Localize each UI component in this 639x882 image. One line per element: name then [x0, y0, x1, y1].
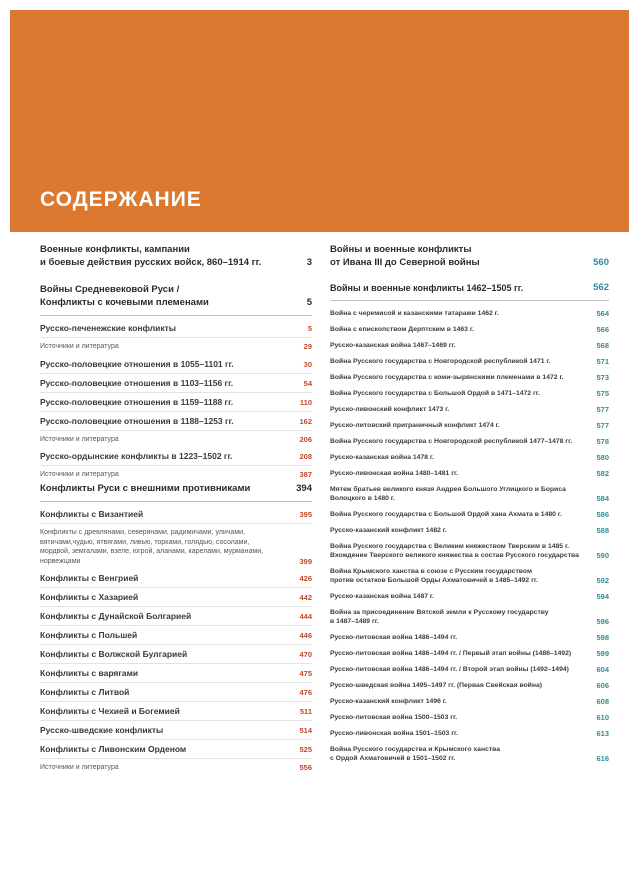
toc-entry-page-number: 162: [299, 416, 312, 426]
toc-entry-line: Источники и литература: [40, 435, 119, 443]
toc-entry-line: Русско-литовская война 1486–1494 гг.: [330, 633, 458, 641]
toc-entry-line: Волоцкого в 1480 г.: [330, 494, 395, 502]
toc-entry: [330, 305, 609, 321]
toc-entry-page-number: 556: [299, 763, 312, 772]
toc-entry: [330, 369, 609, 385]
toc-entry-line: Война Крымского ханства в союзе с Русским государством: [330, 567, 532, 575]
toc-entry: [330, 282, 609, 301]
toc-entry-page-number: 578: [596, 436, 609, 446]
toc-entry: [330, 449, 609, 465]
toc-entry-title: [330, 526, 586, 535]
toc-entry-title: [330, 567, 586, 585]
toc-entry: [40, 569, 312, 588]
toc-entry-page-number: 577: [596, 420, 609, 430]
toc-entry-title: [40, 470, 289, 480]
toc-entry-page-number: 592: [596, 575, 609, 585]
toc-entry-title: [330, 713, 586, 722]
toc-entry-title: [330, 665, 586, 674]
toc-entry: [40, 355, 312, 374]
toc-entry-line: Конфликты с Волжской Булгарией: [40, 649, 188, 659]
toc-entry: [330, 401, 609, 417]
toc-entry-title: [40, 687, 289, 698]
toc-entry-line: Война Русского государства и Крымского ханства: [330, 745, 501, 753]
toc-entry: [40, 244, 312, 269]
toc-entry-page-number: 564: [596, 308, 609, 318]
toc-entry-title: [330, 649, 586, 658]
toc-entry: [330, 645, 609, 661]
toc-entry-line: Конфликты с Венгрией: [40, 573, 139, 583]
toc-entry-title: [330, 510, 586, 519]
toc-entry-title: [40, 725, 289, 736]
toc-entry: [330, 563, 609, 588]
toc-entry: [40, 626, 312, 645]
toc-entry-title: [40, 706, 290, 717]
toc-entry-line: Русско-половецкие отношения в 1159–1188 гг.: [40, 396, 234, 407]
toc-entry-title: [330, 592, 586, 601]
toc-entry: [330, 677, 609, 693]
toc-entry-title: [40, 528, 289, 566]
toc-entry-title: [40, 359, 294, 370]
toc-entry-line: Русско-казанский конфликт 1482 г.: [330, 526, 447, 534]
toc-entry-title: [40, 323, 298, 334]
toc-entry: [40, 683, 312, 702]
toc-entry-page-number: 387: [299, 470, 312, 479]
toc-entry-page-number: 470: [299, 650, 312, 659]
toc-entry-page-number: 560: [593, 256, 609, 268]
toc-entry-page-number: 613: [596, 728, 609, 738]
toc-entry: [40, 466, 312, 483]
toc-entry-line: Русско-половецкие отношения в 1188–1253 гг.: [40, 415, 234, 426]
toc-entry: [40, 664, 312, 683]
toc-entry-page-number: 596: [596, 616, 609, 626]
toc-entry-title: [330, 325, 586, 334]
toc-entry: [40, 431, 312, 448]
toc-entry-line: Русско-ордынские конфликты в 1223–1502 гг.: [40, 451, 233, 461]
toc-entry-page-number: 588: [596, 525, 609, 535]
toc-entry-page-number: 606: [596, 680, 609, 690]
toc-entry-line: Русско-казанская война 1478 г.: [330, 453, 434, 461]
toc-entry-page-number: 586: [596, 509, 609, 519]
toc-entry: [40, 412, 312, 431]
toc-entry-line: Русско-казанская война 1487 г.: [330, 592, 434, 600]
toc-entry-title: [40, 397, 290, 408]
toc-entry-title: [330, 309, 586, 318]
toc-entry-line: Конфликты с варягами: [40, 668, 139, 678]
toc-entry-page-number: 442: [299, 593, 312, 602]
toc-entry-line: Конфликты с Дунайской Болгарией: [40, 611, 192, 621]
toc-entry: [40, 740, 312, 759]
toc-entry-title: [330, 681, 586, 690]
toc-entry-title: [330, 373, 586, 382]
toc-entry-title: [40, 435, 289, 445]
toc-entry-title: [330, 453, 586, 462]
toc-entry-line: с Ордой Ахматовичей в 1501–1502 гг.: [330, 754, 456, 762]
toc-entry-page-number: 29: [303, 342, 312, 351]
toc-entry-line: Война с черемисой и казанскими татарами 1462 г.: [330, 309, 499, 317]
toc-entry-line: Источники и литература: [40, 471, 119, 478]
toc-entry: [330, 725, 609, 741]
toc-entry: [330, 741, 609, 766]
toc-entry: [40, 645, 312, 664]
toc-right-column: [330, 244, 609, 776]
toc-entry: [330, 604, 609, 629]
toc-entry-title: [330, 542, 586, 560]
toc-entry-page-number: 599: [596, 648, 609, 658]
toc-entry: [330, 385, 609, 401]
toc-entry: [330, 522, 609, 538]
toc-entry-line: Русско-ливонский конфликт 1473 г.: [330, 405, 450, 413]
toc-entry: [330, 629, 609, 645]
toc-entry: [40, 483, 312, 503]
toc-entry-line: Русско-казанский конфликт 1496 г.: [330, 697, 447, 705]
toc-entry-page-number: 475: [299, 669, 312, 678]
toc-entry: [40, 759, 312, 776]
toc-entry-title: [330, 729, 586, 738]
toc-entry-line: Войны и военные конфликты: [330, 244, 472, 255]
toc-entry-title: [40, 592, 289, 603]
toc-entry-page-number: 446: [299, 631, 312, 640]
toc-entry-line: Война Русского государства с Большой Ордой хана Ахмата в 1480 г.: [330, 510, 562, 518]
toc-entry-title: [330, 244, 583, 269]
toc-entry: [330, 506, 609, 522]
toc-entry-line: Русско-литовская война 1500–1503 гг.: [330, 713, 458, 721]
toc-entry-title: [330, 485, 586, 503]
toc-entry-line: Русско-печенежские конфликты: [40, 323, 177, 333]
toc-entry-page-number: 394: [296, 482, 312, 494]
toc-entry-page-number: 568: [596, 340, 609, 350]
toc-entry-line: Русско-казанская война 1467–1469 гг.: [330, 341, 456, 349]
toc-entry-page-number: 584: [596, 493, 609, 503]
toc-entry-line: Конфликты с Хазарией: [40, 592, 139, 602]
toc-entry-page-number: 577: [596, 404, 609, 414]
toc-entry-line: Война Русского государства с коми-зырянскими племенами в 1472 г.: [330, 373, 564, 381]
toc-entry-title: [40, 483, 286, 496]
toc-entry: [330, 588, 609, 604]
toc-entry-line: Войны Средневековой Руси /: [40, 284, 180, 295]
toc-entry-title: [330, 389, 586, 398]
toc-entry-line: Конфликты с Ливонским Орденом: [40, 744, 187, 754]
toc-entry-line: Русско-литовская война 1486–1494 гг. / Первый этап войны (1486–1492): [330, 649, 572, 657]
toc-entry-page-number: 604: [596, 664, 609, 674]
toc-entry-title: [40, 573, 289, 584]
toc-entry-page-number: 208: [299, 452, 312, 461]
toc-entry-line: Русско-ливонская война 1480–1481 гг.: [330, 469, 459, 477]
toc-entry-page-number: 582: [596, 468, 609, 478]
toc-entry-title: [330, 745, 586, 763]
toc-entry-line: Источники и литература: [40, 343, 119, 350]
toc-entry: [330, 321, 609, 337]
toc-entry-title: [40, 509, 289, 520]
toc-entry-line: Русско-литовская война 1486–1494 гг. / Второй этап войны (1492–1494): [330, 665, 569, 673]
toc-entry-line: норвежцами: [40, 557, 81, 565]
toc-entry-page-number: 444: [299, 612, 312, 621]
toc-entry-line: и боевые действия русских войск, 860–1914 гг.: [40, 256, 262, 268]
toc-entry-line: Война Русского государства с Большой Ордой в 1471–1472 гг.: [330, 389, 540, 397]
toc-entry-title: [330, 633, 586, 642]
toc-entry-line: Война Русского государства с Великим княжеством Тверским в 1485 г.: [330, 542, 569, 550]
toc-entry: [40, 702, 312, 721]
toc-entry-page-number: 573: [596, 372, 609, 382]
toc-entry-title: [40, 244, 297, 269]
toc-entry-page-number: 3: [306, 256, 312, 268]
toc-entry-page-number: 616: [596, 753, 609, 763]
toc-entry-title: [40, 342, 294, 352]
toc-entry-page-number: 610: [596, 712, 609, 722]
toc-entry-title: [330, 357, 586, 366]
toc-entry-line: Военные конфликты, кампании: [40, 244, 190, 255]
toc-entry-page-number: 571: [596, 356, 609, 366]
toc-entry: [330, 481, 609, 506]
toc-entry-line: в 1487–1489 гг.: [330, 617, 379, 625]
toc-entry-title: [330, 341, 586, 350]
toc-entry: [40, 505, 312, 524]
toc-entry-page-number: 511: [299, 707, 312, 716]
toc-entry-page-number: 399: [299, 556, 312, 566]
toc-entry-page-number: 30: [303, 359, 312, 369]
toc-entry-page-number: 206: [299, 434, 312, 444]
toc-entry-title: [330, 405, 586, 414]
toc-entry: [40, 393, 312, 412]
toc-entry-line: мордвой, земгалами, взеле, югрой, аланами, карелами, мурманами,: [40, 548, 264, 555]
toc-entry-line: Война Русского государства с Новгородской республикой 1477–1478 гг.: [330, 437, 573, 445]
toc-entry: [330, 693, 609, 709]
toc-entry-page-number: 5: [307, 324, 312, 333]
toc-entry-page-number: 426: [299, 574, 312, 583]
toc-entry-page-number: 562: [593, 282, 609, 293]
toc-left-column: [40, 244, 312, 776]
toc-entry: [40, 319, 312, 338]
toc-entry-title: [40, 451, 289, 462]
toc-entry-title: [40, 668, 289, 679]
toc-entry: [40, 721, 312, 740]
toc-entry-page-number: 110: [299, 397, 312, 407]
toc-entry-title: [330, 282, 583, 294]
toc-entry-page-number: 514: [299, 726, 312, 735]
toc-entry-line: Русско-половецкие отношения в 1055–1101 гг.: [40, 358, 234, 369]
toc-entry-title: [40, 649, 289, 660]
toc-entry-line: Источники и литература: [40, 764, 119, 771]
toc-entry: [330, 417, 609, 433]
toc-entry-line: Конфликты с древлянами, северянами, радимичами, уличами,: [40, 529, 245, 536]
toc-entry-line: Русско-ливонская война 1501–1503 гг.: [330, 729, 459, 737]
toc-entry-page-number: 566: [596, 324, 609, 334]
toc-entry-page-number: 580: [596, 452, 609, 462]
toc-entry-line: Война с епископством Дерптским в 1463 г.: [330, 325, 474, 333]
toc-entry-title: [330, 421, 586, 430]
toc-entry: [330, 661, 609, 677]
toc-entry-page-number: 598: [596, 632, 609, 642]
toc-entry-line: Конфликты с кочевыми племенами: [40, 296, 209, 308]
toc-entry: [40, 284, 312, 316]
toc-entry: [40, 338, 312, 355]
page-title: СОДЕРЖАНИЕ: [40, 188, 202, 211]
toc-entry-line: Война Русского государства с Новгородской республикой 1471 г.: [330, 357, 551, 365]
toc-entry-line: Война за присоединение Вятской земли к Русскому государству: [330, 608, 549, 616]
page-header-band: [10, 10, 629, 232]
toc-entry-title: [40, 744, 289, 755]
toc-entry-title: [330, 608, 586, 626]
toc-entry: [40, 607, 312, 626]
toc-entry-line: Русско-литовский приграничный конфликт 1474 г.: [330, 421, 500, 429]
toc-entry-line: Войны и военные конфликты 1462–1505 гг.: [330, 283, 524, 293]
toc-entry-line: Конфликты Руси с внешними противниками: [40, 482, 251, 494]
toc-entry-title: [40, 378, 294, 389]
toc-entry-line: Мятеж братьев великого князя Андрея Большого Углицкого и Бориса: [330, 485, 566, 493]
toc-entry-line: Русско-половецкие отношения в 1103–1156 гг.: [40, 377, 234, 388]
toc-entry-title: [330, 697, 586, 706]
toc-entry-page-number: 395: [299, 510, 312, 519]
toc-entry-title: [40, 630, 289, 641]
toc-entry: [330, 709, 609, 725]
toc-entry-line: Конфликты с Польшей: [40, 630, 138, 640]
toc-entry-line: Русско-шведские конфликты: [40, 725, 164, 735]
toc-entry-line: Конфликты с Чехией и Богемией: [40, 706, 180, 716]
toc-entry: [330, 244, 609, 269]
toc-columns: [0, 232, 639, 776]
toc-entry: [40, 524, 312, 569]
toc-entry-line: Русско-шведская война 1495–1497 гг. (Первая Свейская война): [330, 681, 543, 689]
toc-entry: [330, 538, 609, 563]
toc-entry-page-number: 476: [299, 688, 312, 697]
toc-entry-page-number: 5: [306, 296, 312, 308]
toc-entry: [330, 337, 609, 353]
toc-entry: [330, 465, 609, 481]
toc-entry-title: [330, 469, 586, 478]
toc-entry-line: Вхождение Тверского великого княжества в состав Русского государства: [330, 551, 579, 559]
toc-entry-title: [40, 763, 289, 773]
toc-entry-title: [40, 611, 289, 622]
toc-entry-line: вятичами,чудью, ятвягами, ливью, торками, голядью, сосолами,: [40, 538, 250, 546]
toc-entry: [330, 433, 609, 449]
toc-entry: [40, 447, 312, 466]
toc-entry: [330, 353, 609, 369]
toc-entry: [40, 588, 312, 607]
toc-entry-page-number: 608: [596, 696, 609, 706]
toc-entry-page-number: 590: [596, 550, 609, 560]
toc-entry-line: от Ивана III до Северной войны: [330, 256, 480, 268]
toc-entry-line: Конфликты с Византией: [40, 509, 144, 519]
toc-entry-title: [330, 437, 586, 446]
toc-entry-title: [40, 284, 297, 309]
toc-entry-page-number: 575: [596, 388, 609, 398]
toc-entry-page-number: 525: [299, 745, 312, 754]
toc-entry-page-number: 54: [303, 378, 312, 388]
toc-entry-title: [40, 416, 289, 427]
toc-entry-page-number: 594: [596, 591, 609, 601]
toc-entry-line: против остатков Большой Орды Ахматовичей в 1485–1492 гг.: [330, 576, 538, 584]
toc-entry: [40, 374, 312, 393]
toc-entry-line: Конфликты с Литвой: [40, 687, 130, 697]
